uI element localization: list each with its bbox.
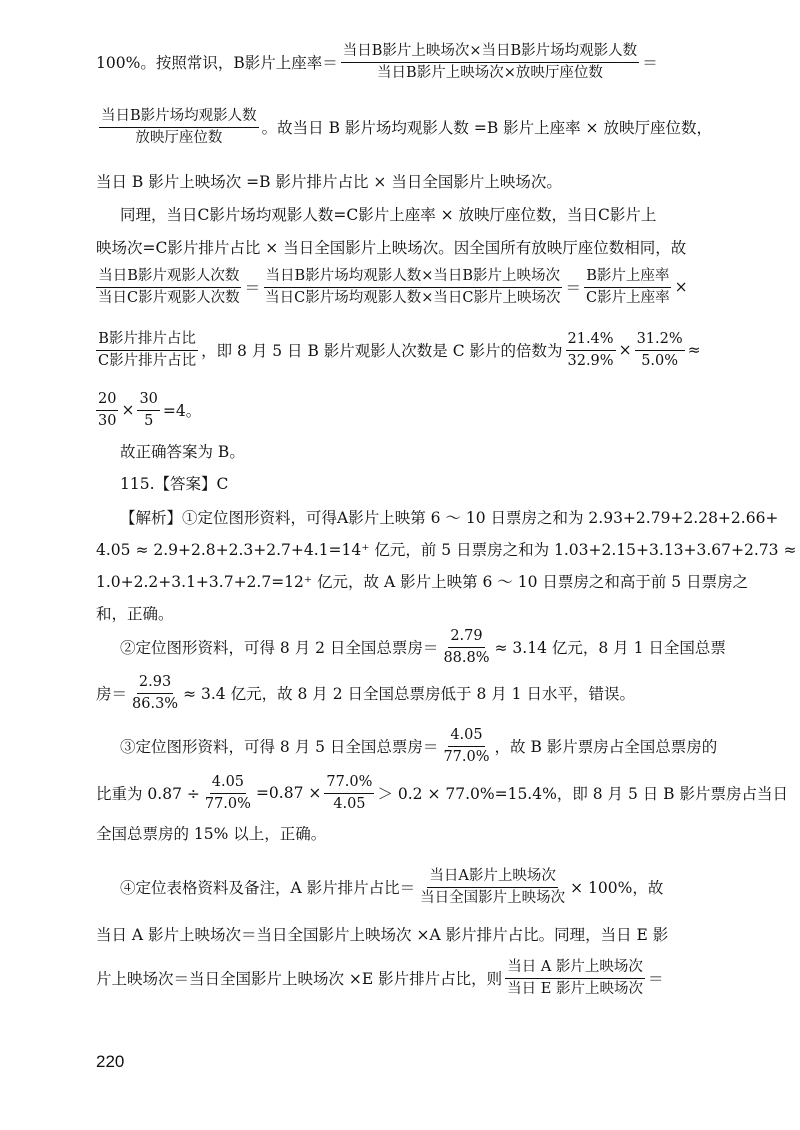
l17-text-b: ，故 B 影片票房占全国总票房的	[494, 738, 718, 756]
text-line-9	[120, 440, 750, 462]
formula-line-aug1	[96, 671, 726, 715]
l18-text-c: ＞ 0.2 × 77.0%=15.4%，即 8 月 5 日 B 影片票房占当日	[377, 785, 788, 803]
denominator: 当日C影片观影人次数	[98, 289, 240, 306]
l3-text: 当日 B 影片上映场次 =B 影片排片占比 × 当日全国影片上映场次。	[96, 173, 562, 191]
times-sign: ×	[674, 278, 688, 296]
text-line-5	[96, 236, 726, 258]
fraction-4-05-over-77-0	[203, 774, 253, 812]
text-line-19	[96, 822, 726, 844]
text-line-10	[120, 472, 750, 494]
fraction-30-over-5	[137, 391, 159, 429]
l19-text: 全国总票房的 15% 以上，正确。	[96, 825, 327, 843]
analysis-text: 【解析】①定位图形资料，可得A影片上映第 6 ～ 10 日票房之和为 2.93+2.79+2.28+2.66+	[120, 509, 779, 527]
equals-sign: ＝	[647, 970, 664, 988]
fraction-77-0-over-4-05	[324, 774, 374, 812]
l15-text: ②定位图形资料，可得 8 月 2 日全国总票房＝	[120, 639, 439, 657]
l7-text: ，即 8 月 5 日 B 影片观影人次数是 C 影片的倍数为	[201, 342, 563, 360]
text-line-4	[120, 203, 750, 225]
fraction-20-over-30	[96, 391, 118, 429]
l5-text: 映场次=C影片排片占比 × 当日全国影片上映场次。因全国所有放映厅座位数相同，故	[96, 239, 687, 257]
correct-answer-text: 故正确答案为 B。	[120, 443, 245, 461]
denominator: 当日C影片场均观影人数×当日C影片上映场次	[265, 289, 561, 306]
text-line-3	[96, 170, 726, 192]
denominator: 77.0%	[204, 795, 251, 812]
numerator: 20	[96, 391, 118, 411]
formula-line-ratio	[96, 265, 726, 309]
l12-text: 4.05 ≈ 2.9+2.8+2.3+2.7+4.1=14⁺ 亿元，前 5 日票房之和为 1.03+2.15+3.13+3.67+2.73 ≈	[96, 541, 797, 559]
numerator: 21.4%	[566, 331, 616, 351]
l17-text: ③定位图形资料，可得 8 月 5 日全国总票房＝	[120, 738, 439, 756]
question-115-answer: 115.【答案】C	[120, 475, 229, 493]
l22-text: 片上映场次＝当日全国影片上映场次 ×E 影片排片占比，则	[96, 970, 503, 988]
numerator: 77.0%	[324, 774, 374, 794]
result-text: =4。	[162, 402, 202, 420]
numerator: 4.05	[210, 774, 246, 794]
l20-text-b: × 100%，故	[570, 879, 664, 897]
denominator: 88.8%	[443, 649, 490, 666]
denominator: 放映厅座位数	[135, 129, 223, 146]
numerator: 当日A影片上映场次	[427, 868, 557, 888]
l4-text: 同理，当日C影片场均观影人数=C影片上座率 × 放映厅座位数，当日C影片上	[120, 206, 657, 224]
l2-text: 。故当日 B 影片场均观影人数 =B 影片上座率 × 放映厅座位数，	[261, 119, 712, 137]
numerator: 当日B影片观影人次数	[96, 268, 241, 288]
denominator: 86.3%	[132, 695, 179, 712]
numerator: 2.93	[137, 674, 173, 694]
fraction-b-occupancy	[341, 43, 639, 81]
denominator: 30	[98, 412, 117, 429]
fraction-avg-times-shows	[263, 268, 562, 306]
denominator: 4.05	[333, 795, 366, 812]
numerator: 当日B影片场均观影人数×当日B影片上映场次	[264, 268, 562, 288]
fraction-a-shows-over-total	[418, 868, 567, 906]
formula-line-share-ratio	[96, 328, 726, 372]
denominator: 当日 E 影片上映场次	[507, 980, 643, 997]
numerator: 4.05	[448, 727, 484, 747]
text-line-13	[96, 570, 749, 592]
l18-text: 比重为 0.87 ÷	[96, 785, 200, 803]
fraction-31-2-over-5-0	[635, 331, 685, 369]
fraction-4-05-over-77-0	[441, 727, 491, 765]
fraction-share-ratio	[96, 331, 198, 369]
times-sign: ×	[618, 341, 632, 359]
text-line-11	[120, 506, 779, 528]
denominator: 当日全国影片上映场次	[420, 889, 566, 906]
fraction-a-shows-over-e-shows	[505, 959, 645, 997]
l14-text: 和，正确。	[96, 605, 174, 623]
fraction-b-avg-viewers	[99, 108, 259, 146]
l18-text-b: =0.87 ×	[255, 784, 322, 802]
l20-text: ④定位表格资料及备注，A 影片排片占比＝	[120, 879, 416, 897]
times-sign: ×	[121, 401, 135, 419]
l16-text: 房＝	[96, 685, 128, 703]
equals-sign: ＝	[642, 54, 658, 72]
numerator: B影片上座率	[584, 268, 671, 288]
l1-text: 100%。按照常识，B影片上座率＝	[96, 54, 338, 72]
equals-sign: ＝	[244, 279, 261, 297]
denominator: 当日B影片上映场次×放映厅座位数	[377, 64, 603, 81]
numerator: 2.79	[448, 628, 484, 648]
formula-line-estimate	[96, 388, 726, 432]
denominator: C影片排片占比	[98, 352, 197, 369]
text-line-21	[96, 923, 726, 945]
approx-sign: ≈	[687, 341, 701, 359]
formula-line-aug2	[120, 625, 750, 669]
text-line-2	[96, 105, 726, 149]
numerator: B影片排片占比	[96, 331, 198, 351]
text-line-12	[96, 538, 797, 560]
numerator: 30	[137, 391, 159, 411]
denominator: C影片上座率	[585, 289, 670, 306]
fraction-viewer-ratio	[96, 268, 242, 306]
fraction-2-79-over-88-8	[441, 628, 491, 666]
numerator: 当日B影片场均观影人数	[99, 108, 259, 128]
equals-sign: ＝	[565, 279, 581, 297]
l13-text: 1.0+2.2+3.1+3.7+2.7=12⁺ 亿元，故 A 影片上映第 6 ～ 10 日票房之和高于前 5 日票房之	[96, 573, 749, 591]
denominator: 77.0%	[443, 748, 490, 765]
formula-line-share	[96, 771, 788, 815]
formula-line-a-over-e	[96, 956, 726, 1000]
l16-text-b: ≈ 3.4 亿元，故 8 月 2 日全国总票房低于 8 月 1 日水平，错误。	[183, 685, 635, 703]
text-line-1	[96, 42, 726, 82]
fraction-21-4-over-32-9	[566, 331, 616, 369]
numerator: 当日 A 影片上映场次	[505, 959, 645, 979]
page-number: 220	[96, 1052, 125, 1071]
formula-line-aug5	[120, 724, 750, 768]
denominator: 32.9%	[567, 352, 614, 369]
l15-text-b: ≈ 3.14 亿元，8 月 1 日全国总票	[494, 639, 726, 657]
formula-line-a-share	[120, 865, 750, 909]
numerator: 当日B影片上映场次×当日B影片场均观影人数	[341, 43, 639, 63]
fraction-occupancy-ratio	[584, 268, 672, 306]
text-line-14	[96, 602, 726, 624]
l21-text: 当日 A 影片上映场次＝当日全国影片上映场次 ×A 影片排片占比。同理，当日 E 影	[96, 926, 669, 944]
fraction-2-93-over-86-3	[130, 674, 180, 712]
denominator: 5.0%	[641, 352, 679, 369]
denominator: 5	[144, 412, 154, 429]
numerator: 31.2%	[635, 331, 685, 351]
